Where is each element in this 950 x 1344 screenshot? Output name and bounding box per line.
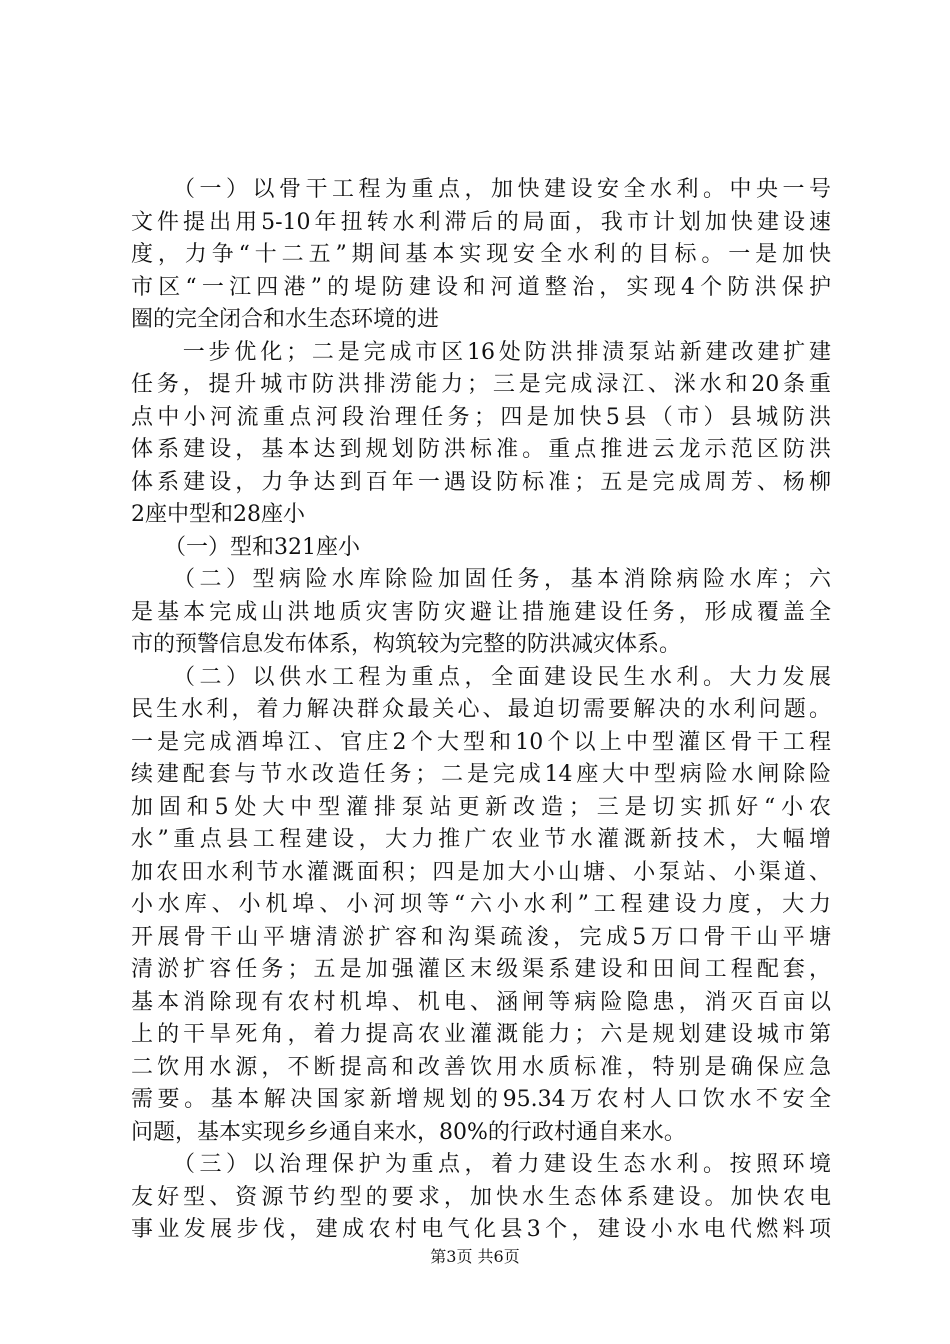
text-line: 2座中型和28座小 <box>131 502 305 527</box>
text-line: 是基本完成山洪地质灾害防灾避让措施建设任务，形成覆盖全 <box>131 599 831 625</box>
text-line: 市区“一江四港”的堤防建设和河道整治，实现4个防洪保护 <box>131 274 831 300</box>
text-line: 任务，提升城市防洪排涝能力；三是完成渌江、洣水和20条重 <box>131 372 831 397</box>
text-line: （一）以骨干工程为重点，加快建设安全水利。中央一号 <box>131 177 831 202</box>
text-line: 度，力争“十二五”期间基本实现安全水利的目标。一是加快 <box>131 242 831 267</box>
text-line: （一）型和321座小 <box>131 534 360 560</box>
text-line: 水”重点县工程建设，大力推广农业节水灌溉新技术，大幅增 <box>131 827 831 852</box>
text-line: 圈的完全闭合和水生态环境的进 <box>131 307 440 332</box>
text-line: 清淤扩容任务；五是加强灌区末级渠系建设和田间工程配套， <box>131 957 831 982</box>
text-line: 民生水利，着力解决群众最关心、最迫切需要解决的水利问题。 <box>131 697 831 722</box>
text-line: （二）以供水工程为重点，全面建设民生水利。大力发展 <box>131 664 831 690</box>
text-line: 加固和5处大中型灌排泵站更新改造；三是切实抓好“小农 <box>131 794 831 820</box>
text-line: （二）型病险水库除险加固任务，基本消除病险水库；六 <box>131 567 831 592</box>
text-line: 基本消除现有农村机埠、机电、涵闸等病险隐患，消灭百亩以 <box>131 989 831 1015</box>
text-line: （三）以治理保护为重点，着力建设生态水利。按照环境 <box>131 1152 831 1177</box>
body-text <box>131 174 831 1247</box>
text-line: 续建配套与节水改造任务；二是完成14座大中型病险水闸除险 <box>131 762 831 787</box>
text-line: 二饮用水源，不断提高和改善饮用水质标准，特别是确保应急 <box>131 1054 831 1080</box>
text-line: 体系建设，基本达到规划防洪标准。重点推进云龙示范区防洪 <box>131 437 831 462</box>
text-line: 友好型、资源节约型的要求，加快水生态体系建设。加快农电 <box>131 1184 831 1210</box>
text-line: 市的预警信息发布体系，构筑较为完整的防洪减灾体系。 <box>131 632 682 657</box>
text-line: 点中小河流重点河段治理任务；四是加快5县（市）县城防洪 <box>131 404 831 430</box>
text-line: 开展骨干山平塘清淤扩容和沟渠疏浚，完成5万口骨干山平塘 <box>131 924 831 950</box>
text-line: 体系建设，力争达到百年一遇设防标准；五是完成周芳、杨柳 <box>131 469 831 495</box>
text-line: 一是完成酒埠江、官庄2个大型和10个以上中型灌区骨干工程 <box>131 729 831 755</box>
text-line: 需要。基本解决国家新增规划的95.34万农村人口饮水不安全 <box>131 1087 831 1112</box>
text-line: 上的干旱死角，着力提高农业灌溉能力；六是规划建设城市第 <box>131 1022 831 1047</box>
page-number-footer: 第3页 共6页 <box>430 1247 520 1266</box>
text-line: 问题，基本实现乡乡通自来水，80%的行政村通自来水。 <box>131 1119 686 1145</box>
text-line: 事业发展步伐，建成农村电气化县3个，建设小水电代燃料项 <box>131 1217 831 1242</box>
text-line: 文件提出用5-10年扭转水利滞后的局面，我市计划加快建设速 <box>131 209 831 235</box>
text-line: 小水库、小机埠、小河坝等“六小水利”工程建设力度，大力 <box>131 892 831 917</box>
text-line: 加农田水利节水灌溉面积；四是加大小山塘、小泵站、小渠道、 <box>131 859 831 885</box>
text-line: 一步优化；二是完成市区16处防洪排渍泵站新建改建扩建 <box>131 339 831 365</box>
